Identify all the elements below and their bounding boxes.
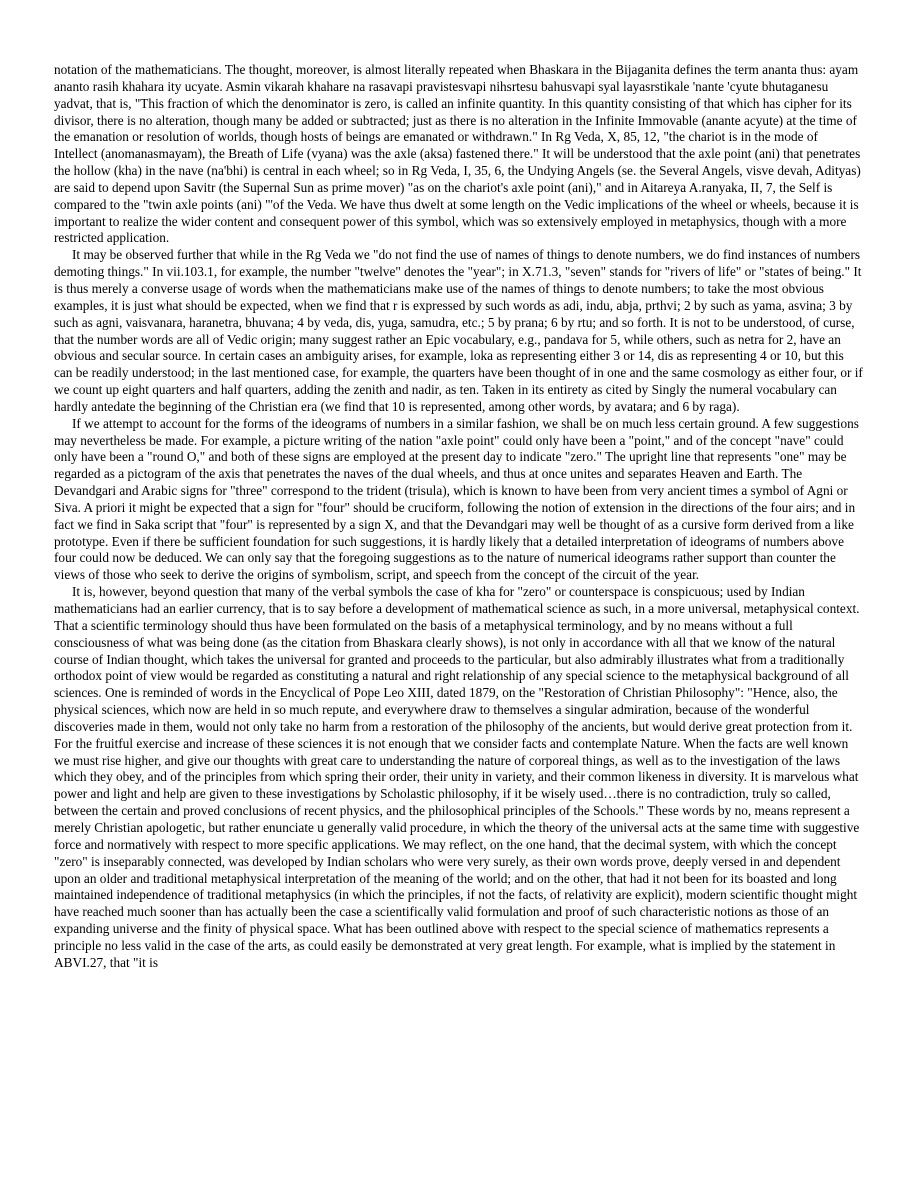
paragraph-ideograms: If we attempt to account for the forms of the ideograms of numbers in a similar fashion, we shall be on much less certain ground. A few suggestions may nevertheless be made. For example, a picture writing of the nation "axle point" could only have been a "point," and of the concept "nave" could only have been a "round O," and both of these signs are employed at the present day to indicate "zero." The upright line that represents "one" may be regarded as a pictogram of the axis that penetrates the naves of the dual wheels, and thus at once unites and separates Heaven and Earth. The Devandgari and Arabic signs for "three" correspond to the trident (trisula), which is known to have been from very ancient times a symbol of Agni or Siva. A priori it might be expected that a sign for "four" should be cruciform, following the notion of extension in the directions of the four airs; and in fact we find in Saka script that "four" is represented by a sign X, and that the Devandgari may well be thought of as a cursive form derived from a like prototype. Even if there be sufficient foundation for such suggestions, it is hardly likely that a detailed interpretation of ideograms of numbers above four could now be deduced. We can only say that the foregoing suggestions as to the nature of numerical ideograms rather support than counter the views of those who seek to derive the origins of symbolism, script, and speech from the concept of the circuit of the year. (54, 415, 859, 583)
paragraph-number-words: It may be observed further that while in the Rg Veda we "do not find the use of names of things to denote numbers, we do find instances of numbers demoting things." In vii.103.1, for example, the number "twelve" denotes the "year"; in X.71.3, "seven" stands for "rivers of life" or "states of being." It is thus merely a converse usage of words when the mathematicians make use of the names of things to denote numbers; to take the most obvious examples, it is just what should be expected, when we find that r is expressed by such words as adi, indu, abja, prthvi; 2 by such as yama, asvina; 3 by such as agni, vaisvanara, haranetra, bhuvana; 4 by veda, dis, yuga, samudra, etc.; 5 by prana; 6 by rtu; and so forth. It is not to be understood, of curse, that the number words are all of Vedic origin; many suggest rather an Epic vocabulary, e.g., pandava for 5, while others, such as netra for 2, have an obvious and secular source. In certain cases an ambiguity arises, for example, loka as representing either 3 or 14, dis as representing 4 or 10, but this can be readily understood; in the last mentioned case, for example, the quarters have been thought of in one and the same cosmology as either four, or if we count up eight quarters and half quarters, adding the zenith and nadir, as ten. Taken in its entirety as cited by Singly the numeral vocabulary can hardly antedate the beginning of the Christian era (we find that 10 is represented, among other words, by avatara; and 6 by raga). (54, 247, 863, 414)
document-page (54, 62, 864, 972)
paragraph-metaphysics: It is, however, beyond question that many of the verbal symbols the case of kha for "zero" or counterspace is conspicuous; used by Indian mathematicians had an earlier currency, that is to say before a development of mathematical science as such, in a more universal, metaphysical context. That a scientific terminology should thus have been formulated on the basis of a metaphysical terminology, and by no means without a full consciousness of what was being done (as the citation from Bhaskara clearly shows), is not only in accordance with all that we know of the natural course of Indian thought, which takes the universal for granted and proceeds to the particular, but also admirably illustrates what from a traditionally orthodox point of view would be regarded as constituting a natural and right relationship of any special science to the metaphysical background of all sciences. One is reminded of words in the Encyclical of Pope Leo XIII, dated 1879, on the "Restoration of Christian Philosophy": "Hence, also, the physical sciences, which now are held in so much repute, and everywhere draw to themselves a singular admiration, because of the wonderful discoveries made in them, would not only take no harm from a restoration of the philosophy of the ancients, but would derive great protection from it. For the fruitful exercise and increase of these sciences it is not enough that we consider facts and contemplate Nature. When the facts are well known we must rise higher, and give our thoughts with great care to understanding the nature of corporeal things, as well as to the investigation of the laws which they obey, and of the principles from which spring their order, their unity in variety, and their common likeness in diversity. It is marvelous what power and light and help are given to these investigations by Scholastic philosophy, if it be wisely used…there is no contradiction, truly so called, between the certain and proved conclusions of recent physics, and the philosophical principles of the Schools." These words by no, means represent a merely Christian apologetic, but rather enunciate u generally valid procedure, in which the theory of the universal acts at the same time with suggestive force and normatively with respect to more specific applications. We may reflect, on the one hand, that the decimal system, with which the concept "zero" is inseparably connected, was developed by Indian scholars who were very surely, as their own words prove, deeply versed in and dependent upon an older and traditional metaphysical interpretation of the meaning of the world; and on the other, that had it not been for its boasted and long maintained independence of traditional metaphysics (in which the principles, if not the facts, of relativity are explicit), modern scientific thought might have reached much sooner than has actually been the case a scientifically valid formulation and proof of such characteristic notions as those of an expanding universe and the finity of physical space. What has been outlined above with respect to the special science of mathematics represents a principle no less valid in the case of the arts, as could easily be demonstrated at very great length. For example, what is implied by the statement in ABVI.27, that "it is (54, 584, 860, 970)
paragraph-continuation: notation of the mathematicians. The thought, moreover, is almost literally repeated when Bhaskara in the Bijaganita defines the term ananta thus: ayam ananto rasih khahara ity ucyate. Asmin vikarah khahare na rasavapi pravistesvapi nihsrtesu bahusvapi syal layasrstikale 'nante 'cyute bhutaganesu yadvat, that is, "This fraction of which the denominator is zero, is called an infinite quantity. In this quantity consisting of that which has cipher for its divisor, there is no alteration, though many be added or subtracted; just as there is no alteration in the Infinite Immovable (anante acyute) at the time of the emanation or resolution of worlds, though hosts of beings are emanated or withdrawn." In Rg Veda, X, 85, 12, "the chariot is in the mode of Intellect (anomanasmayam), the Breath of Life (vyana) was the axle (aksa) fastened there." It will be understood that the axle point (ani) that penetrates the hollow (kha) in the nave (na'bhi) is central in each wheel; so in Rg Veda, I, 35, 6, the Undying Angels (se. the Several Angels, visve devah, Adityas) are said to depend upon Savitr (the Supernal Sun as prime mover) "as on the chariot's axle point (ani)," and in Aitareya A.ranyaka, II, 7, the Self is compared to the "twin axle points (ani) "'of the Veda. We have thus dwelt at some length on the Vedic implications of the wheel or wheels, because it is important to realize the wider content and consequent power of this symbol, which was so extensively employed in metaphysics, though with a more restricted application. (54, 62, 861, 246)
